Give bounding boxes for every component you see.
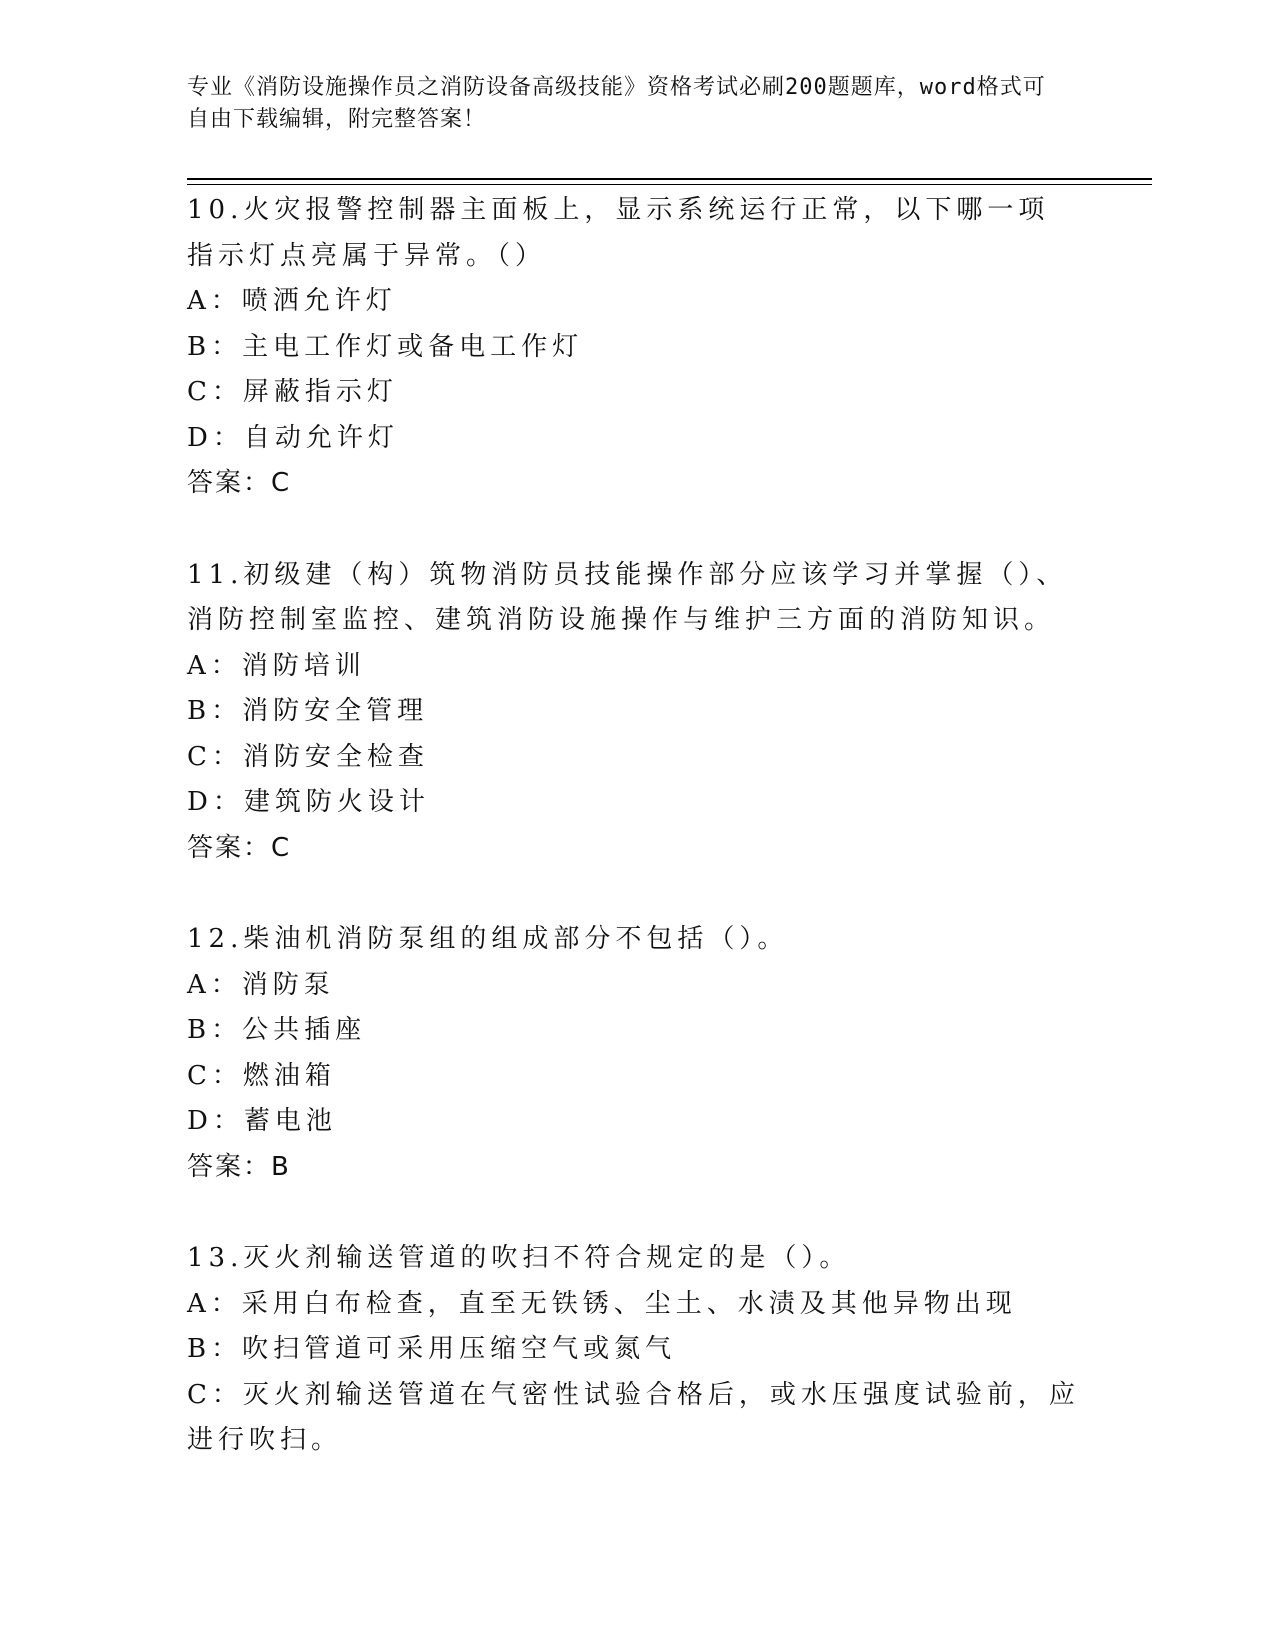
- option-c: C：燃油箱: [187, 1060, 336, 1091]
- option-a: A：喷洒允许灯: [187, 286, 397, 316]
- question-stem: 10.火灾报警控制器主面板上，显示系统运行正常，以下哪一项指示灯点亮属于异常。（）: [187, 195, 1050, 271]
- option-c: C：消防安全检查: [187, 741, 429, 772]
- option-d: D：自动允许灯: [187, 422, 399, 453]
- question-13: [187, 1236, 1087, 1464]
- option-b: B：吹扫管道可采用压缩空气或氮气: [187, 1334, 677, 1364]
- document-header: 专业《消防设施操作员之消防设备高级技能》资格考试必刷200题题库，word格式可自由下载编辑，附完整答案！: [187, 75, 1046, 132]
- option-c: C：灭火剂输送管道在气密性试验合格后，或水压强度试验前，应进行吹扫。: [187, 1379, 1080, 1455]
- header-divider-thin: [187, 184, 1152, 185]
- option-a: A：消防泵: [187, 969, 335, 1000]
- option-b: B：主电工作灯或备电工作灯: [187, 331, 584, 362]
- option-c: C：屏蔽指示灯: [187, 377, 398, 407]
- question-stem: 12.柴油机消防泵组的组成部分不包括（）。: [187, 924, 789, 954]
- question-10: [187, 188, 1087, 507]
- question-12: [187, 917, 1087, 1190]
- question-stem: 11.初级建（构）筑物消防员技能操作部分应该学习并掌握（）、消防控制室监控、建筑消防设施操作与维护三方面的消防知识。: [187, 559, 1068, 635]
- option-d: D：蓄电池: [187, 1106, 337, 1136]
- option-b: B：消防安全管理: [187, 696, 429, 726]
- option-b: B：公共插座: [187, 1015, 367, 1045]
- option-a: A：消防培训: [187, 650, 366, 681]
- question-list: [187, 188, 1087, 1464]
- answer-line: 答案：B: [187, 1151, 291, 1182]
- answer-line: 答案：C: [187, 832, 292, 863]
- question-stem: 13.灭火剂输送管道的吹扫不符合规定的是（）。: [187, 1243, 851, 1273]
- answer-line: 答案：C: [187, 468, 292, 498]
- question-11: [187, 553, 1087, 872]
- option-d: D：建筑防火设计: [187, 787, 430, 817]
- header-divider-thick: [187, 178, 1152, 180]
- option-a: A：采用白布检查，直至无铁锈、尘土、水渍及其他异物出现: [187, 1288, 1017, 1319]
